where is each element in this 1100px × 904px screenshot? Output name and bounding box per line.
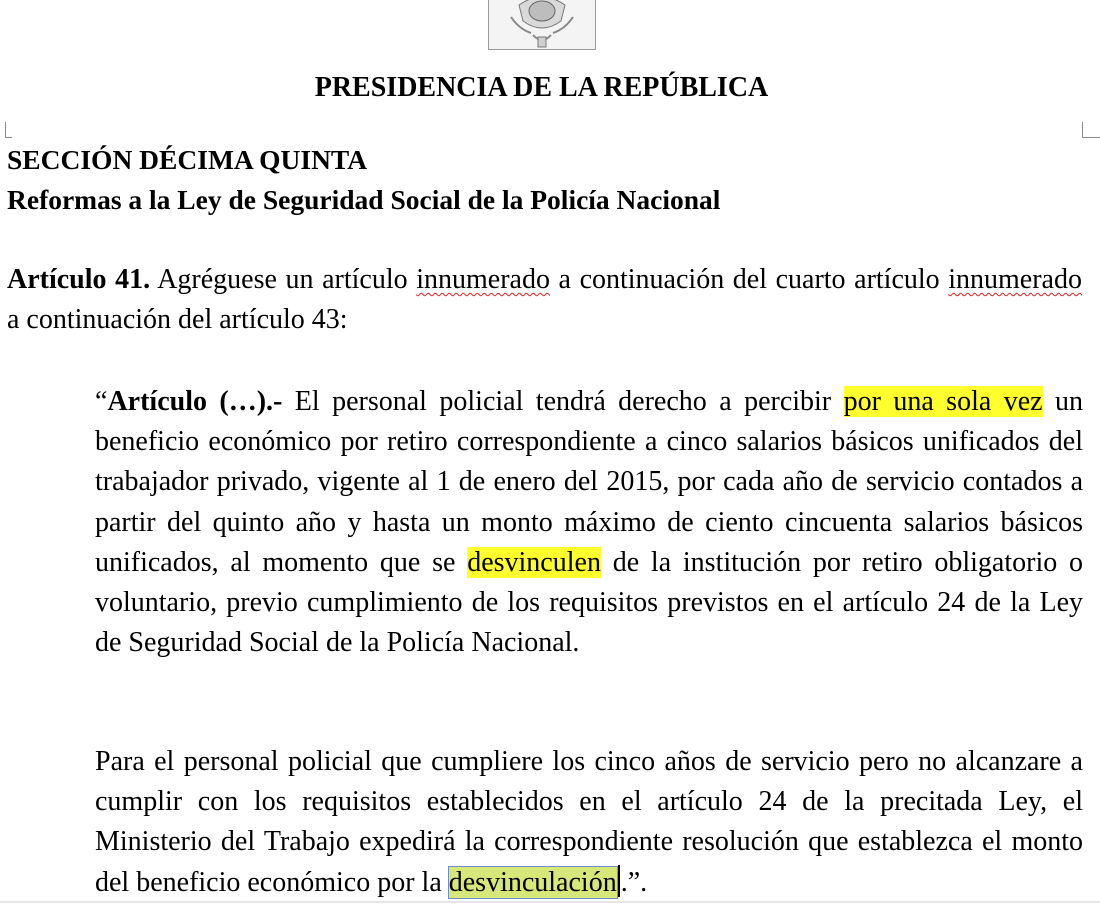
article-text: Agréguese un artículo bbox=[150, 264, 417, 295]
open-quote: “ bbox=[95, 386, 108, 417]
quoted-text: El personal policial tendrá derecho a percibir bbox=[282, 386, 844, 417]
page-bottom-border bbox=[0, 901, 1100, 903]
document-header: PRESIDENCIA DE LA REPÚBLICA bbox=[314, 72, 769, 103]
spellcheck-word[interactable]: innumerado bbox=[416, 264, 550, 295]
section-subtitle: Reformas a la Ley de Seguridad Social de la Policía Nacional bbox=[7, 184, 721, 215]
article-label: Artículo 41. bbox=[7, 264, 151, 295]
section-heading bbox=[7, 140, 720, 220]
page-corner-mark-left bbox=[5, 122, 12, 138]
quoted-second-paragraph[interactable] bbox=[95, 742, 1083, 903]
page-corner-mark-right bbox=[1082, 122, 1100, 138]
text-cursor bbox=[618, 865, 620, 897]
selected-highlighted-text[interactable]: desvinculación bbox=[448, 866, 617, 898]
spellcheck-word[interactable]: innumerado bbox=[948, 264, 1082, 295]
quoted-text: de la institución por retiro obligatorio o voluntario, previo cumplimiento de los requisitos previstos en el artículo 24 de la Ley de Seguridad Social de la Policía Nacional. bbox=[95, 546, 1084, 659]
section-title: SECCIÓN DÉCIMA QUINTA bbox=[7, 144, 368, 175]
quoted-text: un beneficio económico por retiro correspondiente a cinco salarios básicos unificados del trabajador privado, vigente al 1 de enero del 2015, por cada año de servicio contados a partir del quinto año y hasta un monto máximo de ciento cincuenta salarios básicos unificados, al momento que se bbox=[95, 386, 1083, 578]
quoted-article-label: Artículo (…).- bbox=[107, 386, 283, 417]
highlighted-text: por una sola vez bbox=[843, 386, 1043, 417]
article-text: a continuación del artículo 43: bbox=[7, 304, 348, 336]
article-text: a continuación del cuarto artículo bbox=[549, 264, 949, 295]
quoted-text: Para el personal policial que cumpliere los cinco años de servicio pero no alcanzare a cumplir con los requisitos establecidos en el artículo 24 de la precitada Ley, el Ministerio del Trabajo expedirá la correspondiente resolución que establezca el monto del beneficio económico por la bbox=[95, 746, 1083, 898]
article-41-paragraph[interactable] bbox=[7, 260, 1082, 340]
coat-of-arms-icon bbox=[488, 0, 596, 50]
highlighted-text: desvinculen bbox=[467, 546, 601, 578]
quoted-article-paragraph[interactable] bbox=[95, 382, 1083, 663]
closing-text: .”. bbox=[620, 866, 648, 898]
